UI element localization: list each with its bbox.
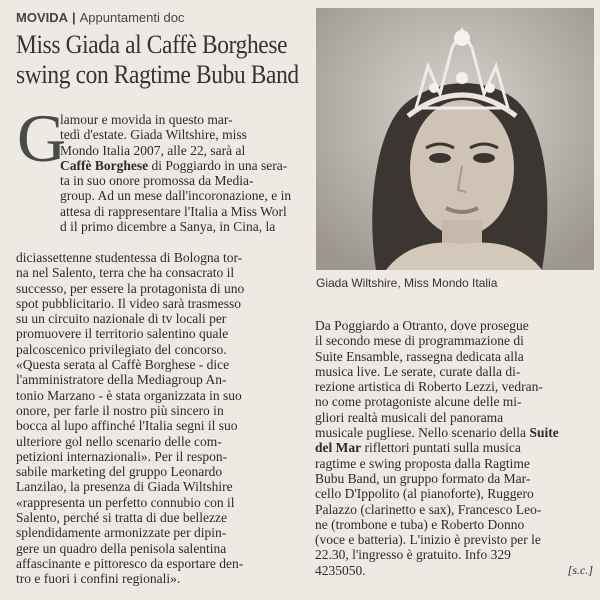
text-line: il secondo mese di programmazione di	[315, 333, 524, 349]
text-line: onore, per farle il nostro più sincero in	[16, 402, 224, 418]
text-line: na nel Salento, terra che ha consacrato il	[16, 265, 235, 281]
text-line: (voce e batteria). L'inizio è previsto per le	[315, 532, 541, 548]
text-line: «rappresenta un perfetto connubio con il	[16, 494, 235, 510]
text-fragment: 4235050.	[315, 562, 366, 578]
text-line: petizioni internazionali». Per il respon-	[16, 448, 228, 464]
text-line: promuovere il territorio salentino quale	[16, 326, 229, 342]
text-line: splendidamente armonizzate per dipin-	[16, 525, 227, 541]
text-line	[315, 440, 595, 455]
text-line: Suite Ensamble, rassegna dedicata alla	[315, 348, 524, 364]
text-fragment: musicale pugliese. Nello scenario della	[315, 425, 527, 441]
headline	[16, 30, 299, 90]
text-line: successo, per essere la protagonista di uno	[16, 280, 245, 296]
text-line	[315, 425, 595, 440]
author-signature: [s.c.]	[567, 562, 593, 577]
text-line: «Questa serata al Caffè Borghese - dice	[16, 357, 230, 373]
text-line: spot pubblicitario. Il video sarà trasmesso	[16, 295, 241, 311]
kicker-topic: Appuntamenti doc	[79, 10, 185, 25]
text-line: l'amministratore della Mediagroup An-	[16, 372, 227, 388]
text-line: palcoscenico privilegiato del concorso.	[16, 341, 227, 357]
portrait-photo	[316, 8, 594, 270]
text-line: Salento, perché si tratta di due bellezze	[16, 510, 228, 526]
text-line: lamour e movida in questo mar-	[60, 112, 233, 127]
text-line: 22.30, l'ingresso è gratuito. Info 329	[315, 547, 511, 563]
text-line: cello D'Ippolito (al pianoforte), Ruggero	[315, 486, 534, 502]
section-kicker	[16, 10, 184, 25]
text-line: affascinante e pittoresco da esportare den-	[16, 555, 244, 571]
text-line: diciassettenne studentessa di Bologna tor-	[16, 250, 243, 265]
text-line: tedì d'estate. Giada Wiltshire, miss	[60, 127, 247, 143]
article-column-left	[16, 250, 308, 587]
venue-name: Caffè Borghese	[60, 157, 149, 173]
headline-line-1: Miss Giada al Caffè Borghese	[16, 30, 288, 59]
headline-line-2: swing con Ragtime Bubu Band	[16, 60, 299, 89]
text-fragment: riflettori puntati sulla musica	[364, 440, 521, 456]
text-line: ne (trombone e tuba) e Roberto Donno	[315, 516, 525, 532]
venue-name-part2: del Mar	[315, 440, 362, 456]
kicker-section: MOVIDA	[16, 10, 68, 25]
text-line	[315, 563, 595, 578]
drop-cap: G	[17, 100, 67, 176]
article-column-intro	[60, 112, 306, 234]
photo-caption: Giada Wiltshire, Miss Mondo Italia	[316, 276, 498, 290]
text-line: gere un quadro della penisola salentina	[16, 540, 227, 556]
venue-name-part1: Suite	[529, 425, 559, 441]
text-line: Palazzo (clarinetto e sax), Francesco Leo-	[315, 501, 542, 517]
text-line	[60, 158, 306, 173]
text-line: d il primo dicembre a Sanya, in Cina, la	[60, 219, 276, 235]
text-line: rezione artistica di Roberto Lezzi, vedran-	[315, 379, 543, 395]
text-line: gliori realtà musicali del panorama	[315, 409, 504, 425]
text-line: ta in suo onore promossa da Media-	[60, 173, 254, 189]
text-fragment: di Poggiardo in una sera-	[151, 157, 288, 173]
text-line: bocca al lupo affinché l'Italia segni il suo	[16, 418, 238, 434]
text-line: su un circuito nazionale di tv locali per	[16, 311, 227, 327]
text-line: ragtime e swing proposta dalla Ragtime	[315, 455, 530, 471]
kicker-separator: |	[72, 10, 76, 25]
text-line: tonio Marzano - è stata organizzata in suo	[16, 387, 242, 403]
text-line: musica live. Le serate, curate dalla di-	[315, 363, 521, 379]
text-line: Da Poggiardo a Otranto, dove prosegue	[315, 318, 529, 333]
text-line: Mondo Italia 2007, alle 22, sarà al	[60, 142, 246, 158]
text-line: tro e fuori i confini regionali».	[16, 571, 181, 587]
article-column-right	[315, 318, 595, 578]
text-line: no come protagoniste alcune delle mi-	[315, 394, 522, 410]
portrait-illustration	[316, 8, 594, 270]
text-line: ulteriore gol nello scenario delle com-	[16, 433, 222, 449]
text-line: Lanzilao, la presenza di Giada Wiltshire	[16, 479, 233, 495]
text-line: Bubu Band, un gruppo formato da Mar-	[315, 470, 531, 486]
text-line: attesa di rappresentare l'Italia a Miss Worl	[60, 203, 287, 219]
text-line: group. Ad un mese dall'incoronazione, e in	[60, 188, 292, 204]
text-line: sabile marketing del gruppo Leonardo	[16, 464, 223, 480]
